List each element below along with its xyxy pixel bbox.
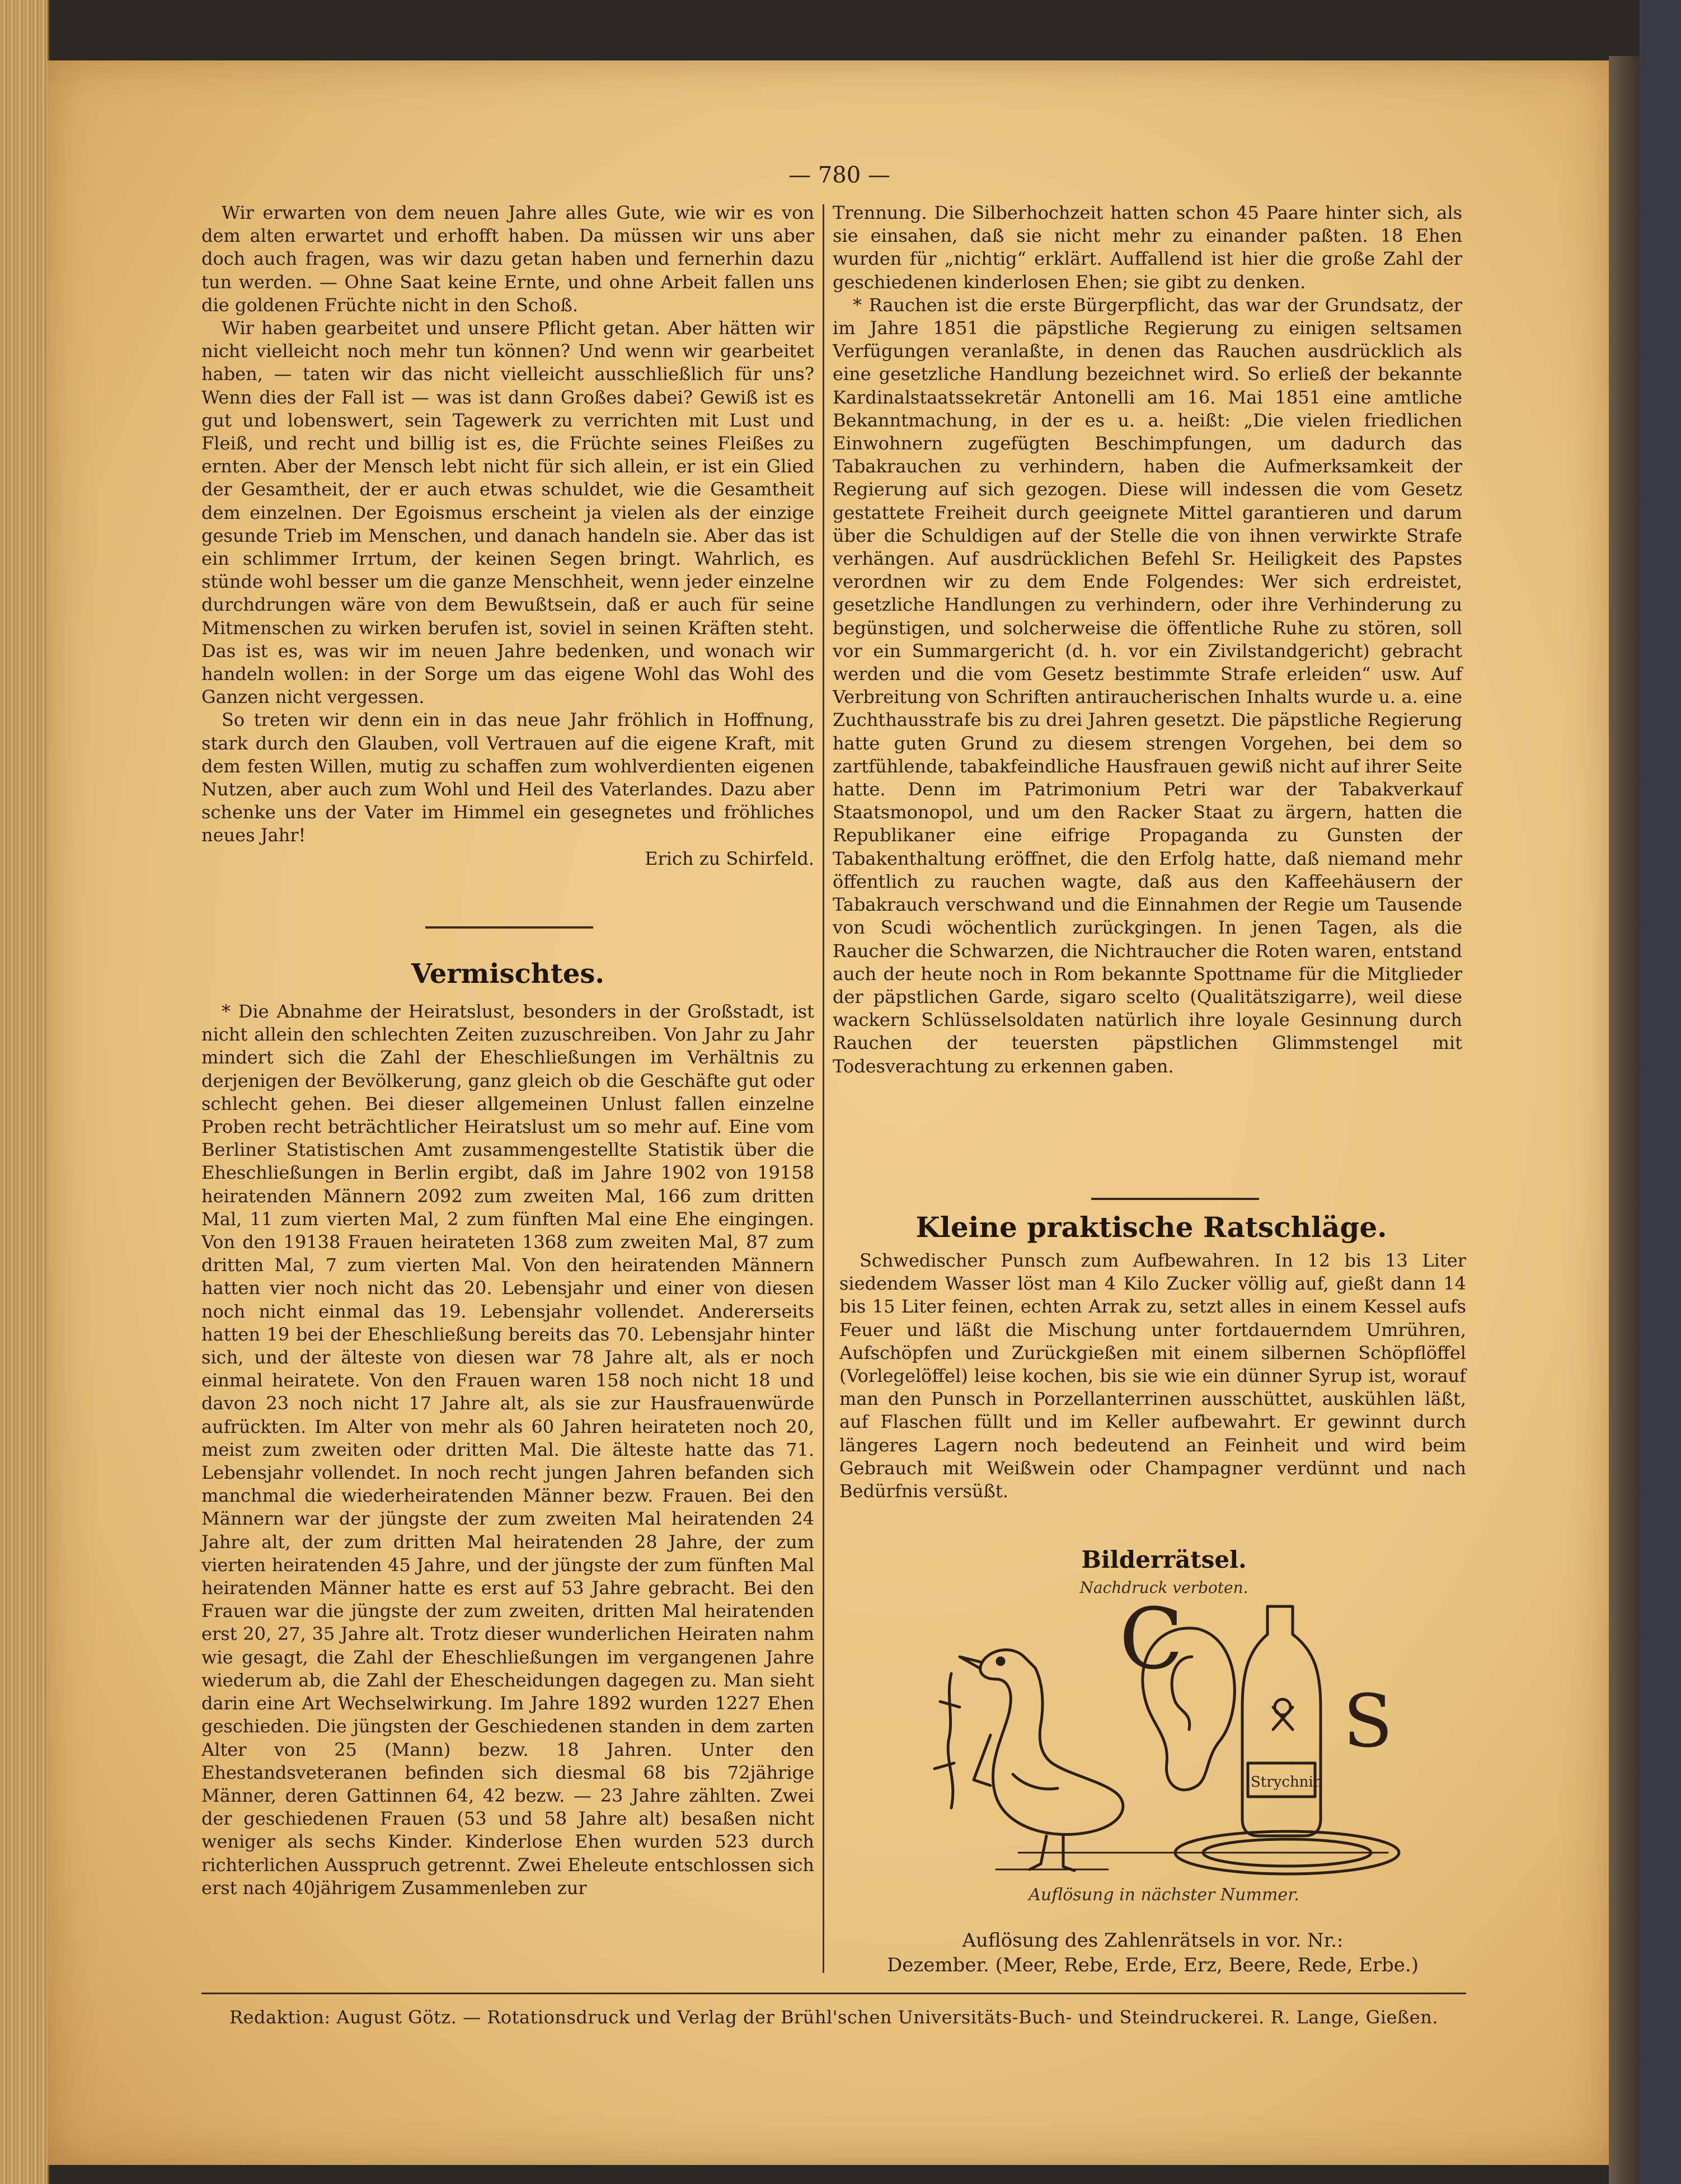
article-paragraph: So treten wir denn ein in das neue Jahr fröhlich in Hoffnung, stark durch den Glauben, voll Vertrauen auf die eigene Kraft, mit dem festen Willen, mutig zu schaffen zum wohlverdienten eigenen Nutzen, aber auch zum Wohl und Heil des Vaterlandes. Dazu aber schenke uns der Vater im Himmel ein gesegnetes und fröhliches neues Jahr! <box>201 709 814 846</box>
tips-heading: Kleine praktische Ratschläge. <box>915 1211 1387 1244</box>
book-spine <box>1640 0 1681 2184</box>
article-paragraph: Wir erwarten von dem neuen Jahre alles Gute, wie wir es von dem alten erwartet und erhofft haben. Da müssen wir uns aber doch auch fragen, was wir dazu getan haben und fernerhin dazu tun werden. — Ohne Saat keine Ernte, und ohne Arbeit fallen uns die goldenen Früchte nicht in den Schoß. <box>201 202 814 316</box>
letter-c: C <box>1119 1595 1184 1688</box>
new-year-article <box>201 201 814 870</box>
smoking-paragraph: * Rauchen ist die erste Bürgerpflicht, das war der Grundsatz, der im Jahre 1851 die päpstliche Regierung zu einigen seltsamen Verfügungen veranlaßte, in denen das Rauchen ausdrücklich als eine gesetzliche Handlung bezeichnet wird. So erließ der bekannte Kardinalstaatssekretär Antonelli am 16. Mai 1851 eine amtliche Bekanntmachung, in der es u. a. heißt: „Die vielen friedlichen Einwohnern zugefügten Beschimpfungen, um dadurch das Tabakrauchen zu verhindern, haben die Aufmerksamkeit der Regierung auf sich gezogen. Diese will indessen die vom Gesetz gestattete Freiheit durch geeignete Mittel garantieren und darum über die Schuldigen auf der Stelle die von ihnen verwirkte Strafe verhängen. Auf ausdrücklichen Befehl Sr. Heiligkeit des Papstes verordnen wir zu dem Ende Folgendes: Wer sich erdreistet, gesetzliche Handlungen zu verhindern, oder ihre Verhinderung zu begünstigen, und solcherweise die öffentliche Ruhe zu stören, soll vor ein Summargericht (d. h. vor ein Zivilstandgericht) gebracht werden und die vom Gesetz bestimmte Strafe erleiden“ usw. Auf Verbreitung von Schriften antiraucherischen Inhalts wurde u. a. eine Zuchthausstrafe bis zu drei Jahren gesetzt. Die päpstliche Regierung hatte guten Grund zu diesem strengen Vorgehen, bei dem so zartfühlende, tabakfeindliche Hausfrauen gewiß nicht auf ihrer Seite hatte. Denn im Patrimonium Petri war der Tabakverkauf Staatsmonopol, und um den Racker Staat zu ärgern, hatten die Republikaner eine eifrige Propaganda zu Gunsten der Tabakenthaltung eröffnet, die den Erfolg hatte, daß niemand mehr öffentlich zu rauchen wagte, daß aus den Kaffeehäusern der Tabakrauch verschwand und die Einnahmen der Regie um Tausende von Scudi wöchentlich zurückgingen. In jenen Tagen, als die Raucher die Schwarzen, die Nichtraucher die Roten waren, entstand auch der heute noch in Rom bekannte Spottname für die Mitglieder der päpstlichen Garde, sigaro scelto (Qualitätszigarre), weil diese wackern Schlüsselsoldaten natürlich ihre loyale Gesinnung durch Rauchen der teuersten päpstlichen Glimmstengel mit Todesverachtung zu erkennen gaben. <box>833 294 1462 1077</box>
section-divider <box>425 926 593 929</box>
tips-article <box>839 1249 1466 1503</box>
article-paragraph: Wir haben gearbeitet und unsere Pflicht getan. Aber hätten wir nicht vielleicht noch mehr tun können? Und wenn wir gearbeitet haben, — taten wir das nicht vielleicht ausschließlich für uns? Wenn dies der Fall ist — was ist dann Großes dabei? Gewiß ist es gut und lobenswert, sein Tagewerk zu verrichten mit Lust und Fleiß, und recht und billig ist es, die Früchte seines Fleißes zu ernten. Aber der Mensch lebt nicht für sich allein, er ist ein Glied der Gesamtheit, der er auch etwas schuldet, wie die Gesamtheit dem einzelnen. Der Egoismus erscheint ja vielen als der einzige gesunde Trieb im Menschen, und danach handeln sie. Aber das ist ein schlimmer Irrtum, der keinen Segen bringt. Wahrlich, es stünde wohl besser um die ganze Menschheit, wenn jeder einzelne durchdrungen wäre von dem Bewußtsein, daß er auch für seine Mitmenschen zu wirken berufen ist, soviel in seinen Kräften steht. Das ist es, was wir im neuen Jahre bedenken, und wonach wir handeln wollen: in der Sorge um das eigene Wohl das Wohl des Ganzen nicht vergessen. <box>201 317 814 708</box>
footer-divider <box>201 1993 1466 1994</box>
puzzle-title: Bilderrätsel. <box>1081 1546 1247 1573</box>
right-paragraph: Trennung. Die Silberhochzeit hatten schon 45 Paare hinter sich, als sie einsahen, daß sie nicht mehr zu einander paßten. 18 Ehen wurden für „nichtig“ erklärt. Auffallend ist hier die große Zahl der geschiedenen kinderlosen Ehen; sie gibt zu denken. <box>833 202 1462 293</box>
background-top <box>48 0 1681 60</box>
imprint-footer: Redaktion: August Götz. — Rotationsdruck und Verlag der Brühl'schen Universitäts-Buch- und Steindruckerei. R. Lange, Gießen. <box>229 2007 1438 2028</box>
puzzle-note: Nachdruck verboten. <box>1079 1578 1248 1597</box>
solution-line: Dezember. (Meer, Rebe, Erde, Erz, Beere, Rede, Erbe.) <box>887 1954 1419 1976</box>
right-column-articles <box>833 201 1462 1078</box>
section-divider <box>1091 1198 1259 1200</box>
book-page-edges <box>0 0 49 2184</box>
poison-bottle-icon <box>1242 1606 1321 1836</box>
misc-paragraph: * Die Abnahme der Heiratslust, besonders in der Großstadt, ist nicht allein den schlechten Zeiten zuzuschreiben. Von Jahr zu Jahr mindert sich die Zahl der Eheschließungen im Verhältnis zu derjenigen der Bevölkerung, ganz gleich ob die Geschäfte gut oder schlecht gehen. Bei dieser allgemeinen Unlust fallen einzelne Proben recht beträchtlicher Heiratslust um so mehr auf. Eine vom Berliner Statistischen Amt zusammengestellte Statistik über die Eheschließungen in Berlin ergibt, daß im Jahre 1902 von 19158 heiratenden Männern 2092 zum zweiten Mal, 166 zum dritten Mal, 11 zum vierten Mal, 2 zum fünften Mal eine Ehe eingingen. Von den 19138 Frauen heirateten 1368 zum zweiten Mal, 87 zum dritten Mal, 7 zum vierten Mal. Von den heiratenden Männern hatten vier noch nicht das 20. Lebensjahr und einer von diesen noch nicht einmal das 19. Lebensjahr vollendet. Andererseits hatten 19 bei der Eheschließung bereits das 70. Lebensjahr hinter sich, und der älteste von diesen war 78 Jahre alt, als er noch einmal heiratete. Von den Frauen waren 158 noch nicht 18 und davon 23 noch nicht 17 Jahre alt, als sie zur Hausfrauenwürde aufrückten. Im Alter von mehr als 60 Jahren heirateten noch 20, meist zum zweiten oder dritten Mal. Die älteste hatte das 71. Lebensjahr vollendet. In noch recht jungen Jahren befanden sich manchmal die wiederheiratenden Männer bezw. Frauen. Bei den Männern war der jüngste der zum zweiten Mal heiratenden 24 Jahre alt, der zum dritten Mal heiratenden 28 Jahre, der zum vierten heiratenden 45 Jahre, und der jüngste der zum fünften Mal heiratenden Männer hatte es erst auf 53 Jahre gebracht. Bei den Frauen war die jüngste der zum zweiten, dritten Mal heiratenden erst 20, 27, 35 Jahre alt. Trotz dieser wunderlichen Heiraten nahm wie gesagt, die Zahl der Eheschließungen im vergangenen Jahre wiederum ab, die Zahl der Ehescheidungen dagegen zu. Man sieht darin eine Art Wechselwirkung. Im Jahre 1892 wurden 1227 Ehen geschieden. Die jüngsten der Geschiedenen standen in dem zarten Alter von 25 (Mann) bezw. 18 Jahren. Unter den Ehestandsveteranen befinden sich diesmal 68 bis 72jährige Männer, deren Gattinnen 64, 42 bezw. — 23 Jahre zählten. Zwei der geschiedenen Frauen (53 und 58 Jahre alt) besaßen nicht weniger als sechs Kinder. Kinderlose Ehen wurden 523 durch richterlichen Ausspruch getrennt. Zwei Eheleute entschlossen sich erst nach 40jährigem Zusammenleben zur <box>201 1001 814 1899</box>
picture-puzzle-illustration <box>929 1595 1410 1881</box>
tips-paragraph: Schwedischer Punsch zum Aufbewahren. In 12 bis 13 Liter siedendem Wasser löst man 4 Kilo Zucker völlig auf, gießt dann 14 bis 15 Liter feinen, echten Arrak zu, setzt alles in einem Kessel aufs Feuer und läßt die Mischung unter fortdauerndem Umrühren, Aufschöpfen und Zurückgießen mit einem silbernen Schöpflöffel (Vorlegelöffel) leise kochen, bis sie wie ein dünner Syrup ist, worauf man den Punsch in Porzellanterrinen ausschüttet, auskühlen läßt, auf Flaschen füllt und im Keller aufbewahrt. Er gewinnt durch längeres Lagern noch bedeutend an Feinheit und wird beim Gebrauch mit Weißwein oder Champagner verdünnt und nach Bedürfnis versüßt. <box>839 1250 1466 1502</box>
goose-icon <box>960 1650 1123 1871</box>
misc-article <box>201 1000 814 1900</box>
page-number: — 780 — <box>788 162 890 188</box>
riddle-solution <box>839 1928 1466 1977</box>
bottle-label: Strychnin <box>1251 1774 1323 1791</box>
article-signature: Erich zu Schirfeld. <box>645 847 814 869</box>
column-divider <box>823 204 824 1973</box>
puzzle-caption: Auflösung in nächster Nummer. <box>1029 1885 1299 1905</box>
solution-line: Auflösung des Zahlenrätsels in vor. Nr.: <box>962 1929 1344 1952</box>
letter-s: S <box>1343 1679 1393 1764</box>
misc-heading: Vermischtes. <box>411 958 605 990</box>
